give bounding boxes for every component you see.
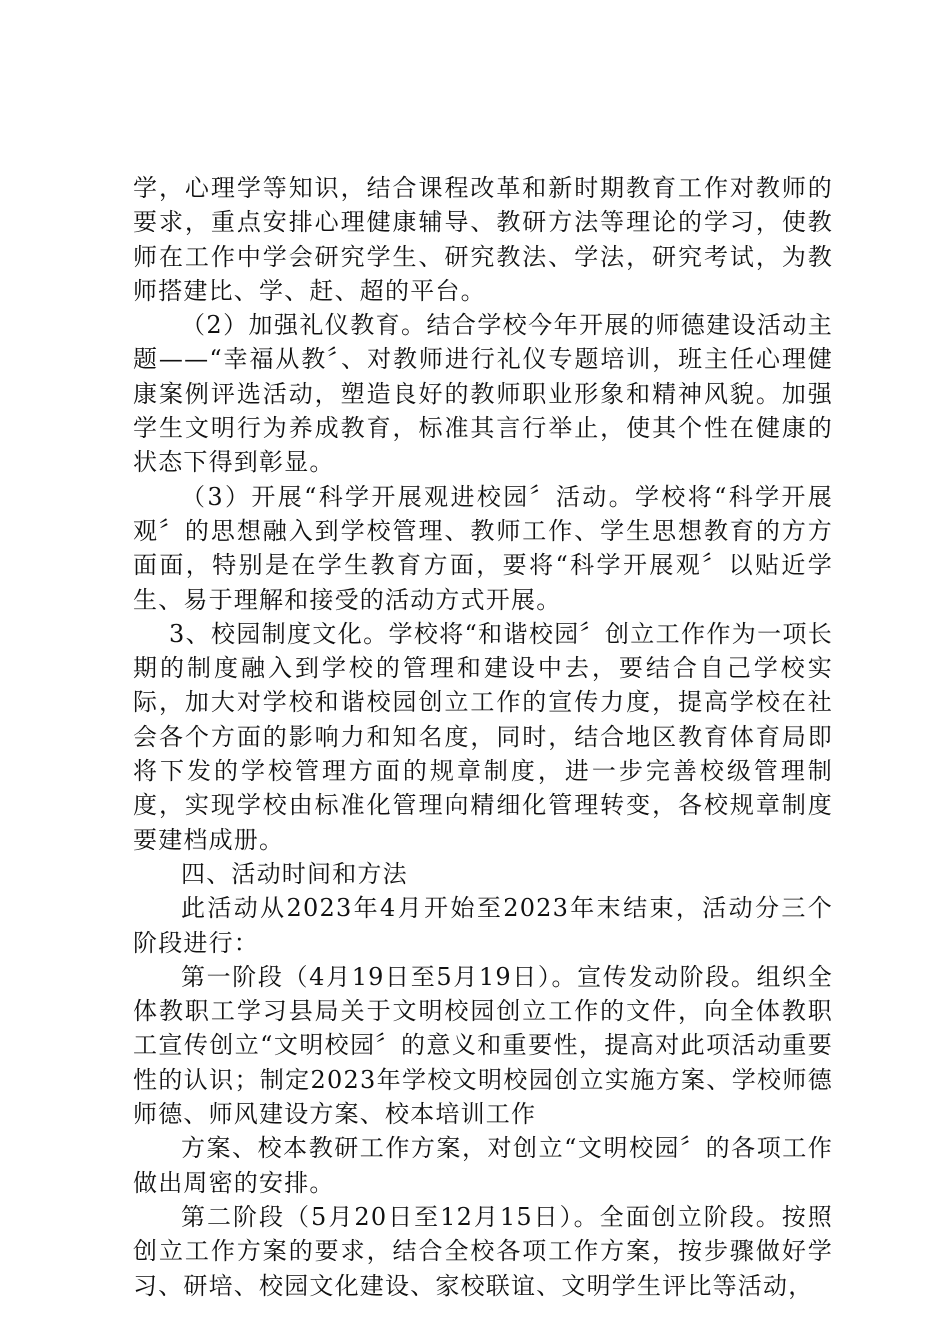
paragraph-etiquette-education: （2）加强礼仪教育。结合学校今年开展的师德建设活动主题——“幸福从教〞、对教师进行礼仪专题培训，班主任心理健康案例评选活动，塑造良好的教师职业形象和精神风貌。加强学生文明行为养成教育，标准其言行举止，使其个性在健康的状态下得到彰显。 bbox=[133, 311, 833, 477]
section-heading-activity-time: 四、活动时间和方法 bbox=[181, 859, 408, 888]
paragraph-campus-system-culture: 3、校园制度文化。学校将“和谐校园〞创立工作作为一项长期的制度融入到学校的管理和建设中去，要结合自己学校实际，加大对学校和谐校园创立工作的宣传力度，提高学校在社会各个方面的影响力和知名度，同时，结合地区教育体育局即将下发的学校管理方面的规章制度，进一步完善校级管理制度，实现学校由标准化管理向精细化管理转变，各校规章制度要建档成册。 bbox=[133, 619, 833, 854]
paragraph-stage-one-continued: 方案、校本教研工作方案，对创立“文明校园〞的各项工作做出周密的安排。 bbox=[133, 1134, 833, 1197]
paragraph-continuation: 学，心理学等知识，结合课程改革和新时期教育工作对教师的要求，重点安排心理健康辅导、教研方法等理论的学习，使教师在工作中学会研究学生、研究教法、学法，研究考试，为教师搭建比、学、赶、超的平台。 bbox=[133, 174, 833, 305]
paragraph-scientific-development: （3）开展“科学开展观进校园〞活动。学校将“科学开展观〞的思想融入到学校管理、教师工作、学生思想教育的方方面面，特别是在学生教育方面，要将“科学开展观〞以贴近学生、易于理解和接受的活动方式开展。 bbox=[133, 482, 833, 614]
paragraph-activity-overview: 此活动从2023年4月开始至2023年末结束，活动分三个阶段进行： bbox=[133, 894, 833, 957]
document-body bbox=[133, 171, 833, 1303]
paragraph-stage-two: 第二阶段（5月20日至12月15日）。全面创立阶段。按照创立工作方案的要求，结合全校各项工作方案，按步骤做好学习、研培、校园文化建设、家校联谊、文明学生评比等活动， bbox=[133, 1202, 833, 1300]
paragraph-stage-one: 第一阶段（4月19日至5月19日）。宣传发动阶段。组织全体教职工学习县局关于文明校园创立工作的文件，向全体教职工宣传创立“文明校园〞的意义和重要性，提高对此项活动重要性的认识；制定2023年学校文明校园创立实施方案、学校师德师德、师风建设方案、校本培训工作 bbox=[133, 962, 833, 1129]
